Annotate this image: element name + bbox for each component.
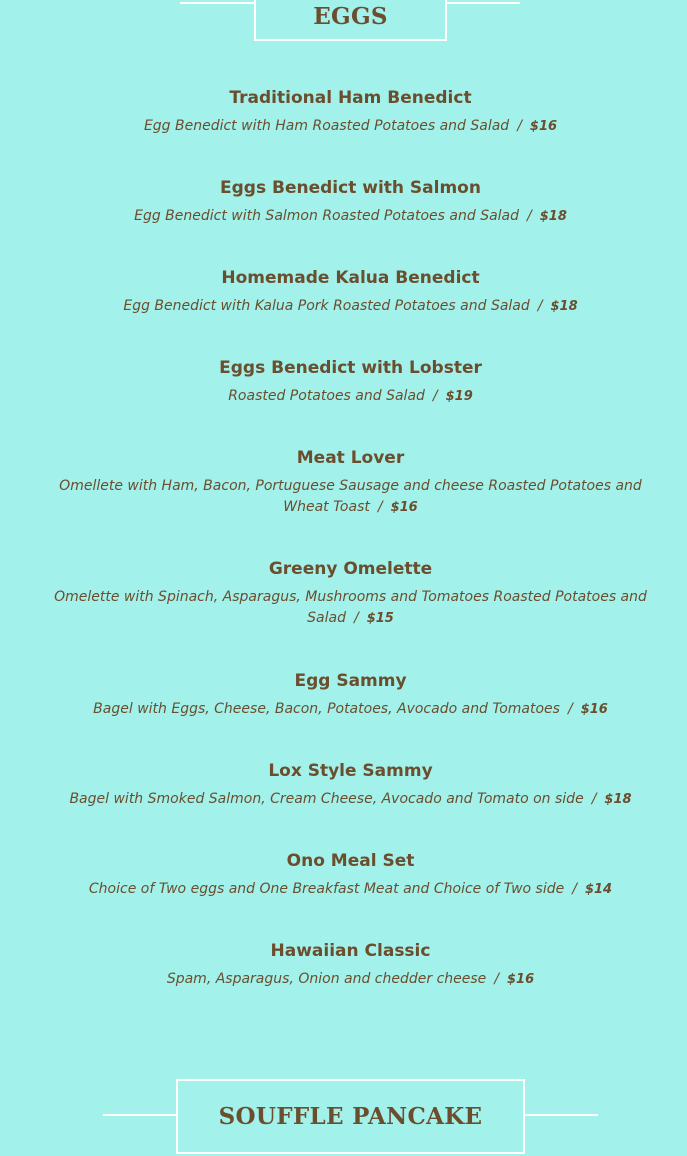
- menu-item-description: [24, 879, 664, 900]
- price-separator: /: [494, 971, 500, 987]
- menu-item-description: [24, 386, 664, 407]
- description-text: Roasted Potatoes and Salad: [228, 388, 425, 404]
- description-text: Omellete with Ham, Bacon, Portuguese Sausage and cheese Roasted Potatoes and Wheat Toast: [59, 478, 642, 515]
- description-text: Bagel with Smoked Salmon, Cream Cheese, Avocado and Tomato on side: [69, 791, 584, 807]
- menu-item-price: $16: [390, 500, 418, 515]
- menu-item-description: [24, 206, 664, 227]
- menu-item-name: Meat Lover: [296, 448, 405, 468]
- menu-item: [0, 176, 687, 227]
- description-text: Spam, Asparagus, Onion and chedder cheese: [166, 971, 487, 987]
- menu-item-description: [24, 587, 664, 629]
- menu-item-price: $16: [529, 119, 558, 134]
- menu-item-price: $18: [550, 299, 578, 314]
- description-text: Egg Benedict with Salmon Roasted Potatoes and Salad: [134, 208, 520, 224]
- menu-item-price: $18: [539, 209, 567, 224]
- menu-item-price: $14: [584, 882, 613, 897]
- menu-item-name: Egg Sammy: [294, 671, 407, 691]
- menu-item: [0, 557, 687, 629]
- souffle-header-box: [176, 1079, 525, 1154]
- menu-item: [0, 759, 687, 810]
- menu-item-name: Traditional Ham Benedict: [229, 88, 472, 108]
- menu-item-price: $16: [507, 972, 535, 987]
- menu-item: [0, 939, 687, 990]
- menu-item-name: Lox Style Sammy: [268, 761, 433, 781]
- price-separator: /: [432, 388, 438, 404]
- menu-item-description: [24, 476, 664, 518]
- menu-item: [0, 669, 687, 720]
- menu-item-price: $15: [366, 611, 394, 626]
- souffle-pancake-section-title: SOUFFLE PANCAKE: [218, 1103, 483, 1130]
- souffle-pancake-section-header: [0, 1079, 687, 1156]
- description-text: Choice of Two eggs and One Breakfast Meat and Choice of Two side: [88, 881, 565, 897]
- menu-item: [0, 356, 687, 407]
- description-text: Omelette with Spinach, Asparagus, Mushrooms and Tomatoes Roasted Potatoes and Salad: [54, 589, 647, 626]
- header-rule-left: [103, 1114, 178, 1116]
- description-text: Egg Benedict with Ham Roasted Potatoes and Salad: [143, 118, 510, 134]
- menu-item: [0, 86, 687, 137]
- menu-item-description: [24, 789, 664, 810]
- menu-item-name: Greeny Omelette: [268, 559, 433, 579]
- menu-item-price: $18: [604, 792, 632, 807]
- price-separator: /: [567, 701, 573, 717]
- menu-item-description: [24, 969, 664, 990]
- eggs-section-header: [0, 0, 687, 42]
- price-separator: /: [537, 298, 543, 314]
- price-separator: /: [572, 881, 577, 897]
- menu-item-name: Ono Meal Set: [286, 851, 415, 871]
- eggs-header-box: [254, 0, 447, 41]
- menu-item-description: [24, 116, 664, 137]
- menu-item-description: [24, 699, 664, 720]
- menu-item-name: Homemade Kalua Benedict: [221, 268, 480, 288]
- menu-item-price: $16: [580, 702, 608, 717]
- description-text: Bagel with Eggs, Cheese, Bacon, Potatoes, Avocado and Tomatoes: [93, 701, 560, 717]
- menu-item-name: Hawaiian Classic: [270, 941, 431, 961]
- eggs-section-title: EGGS: [313, 3, 388, 30]
- price-separator: /: [353, 610, 359, 626]
- header-rule-right: [524, 1114, 598, 1116]
- menu-item-name: Eggs Benedict with Salmon: [220, 178, 481, 198]
- price-separator: /: [527, 208, 532, 224]
- description-text: Egg Benedict with Kalua Pork Roasted Potatoes and Salad: [123, 298, 530, 314]
- menu-item: [0, 446, 687, 518]
- menu-item: [0, 849, 687, 900]
- price-separator: /: [517, 118, 522, 134]
- header-rule-right: [446, 2, 520, 4]
- header-rule-left: [180, 2, 256, 4]
- menu-item-price: $19: [445, 389, 473, 404]
- price-separator: /: [591, 791, 597, 807]
- price-separator: /: [377, 499, 383, 515]
- menu-item: [0, 266, 687, 317]
- menu-item-description: [24, 296, 664, 317]
- menu-item-name: Eggs Benedict with Lobster: [219, 358, 482, 378]
